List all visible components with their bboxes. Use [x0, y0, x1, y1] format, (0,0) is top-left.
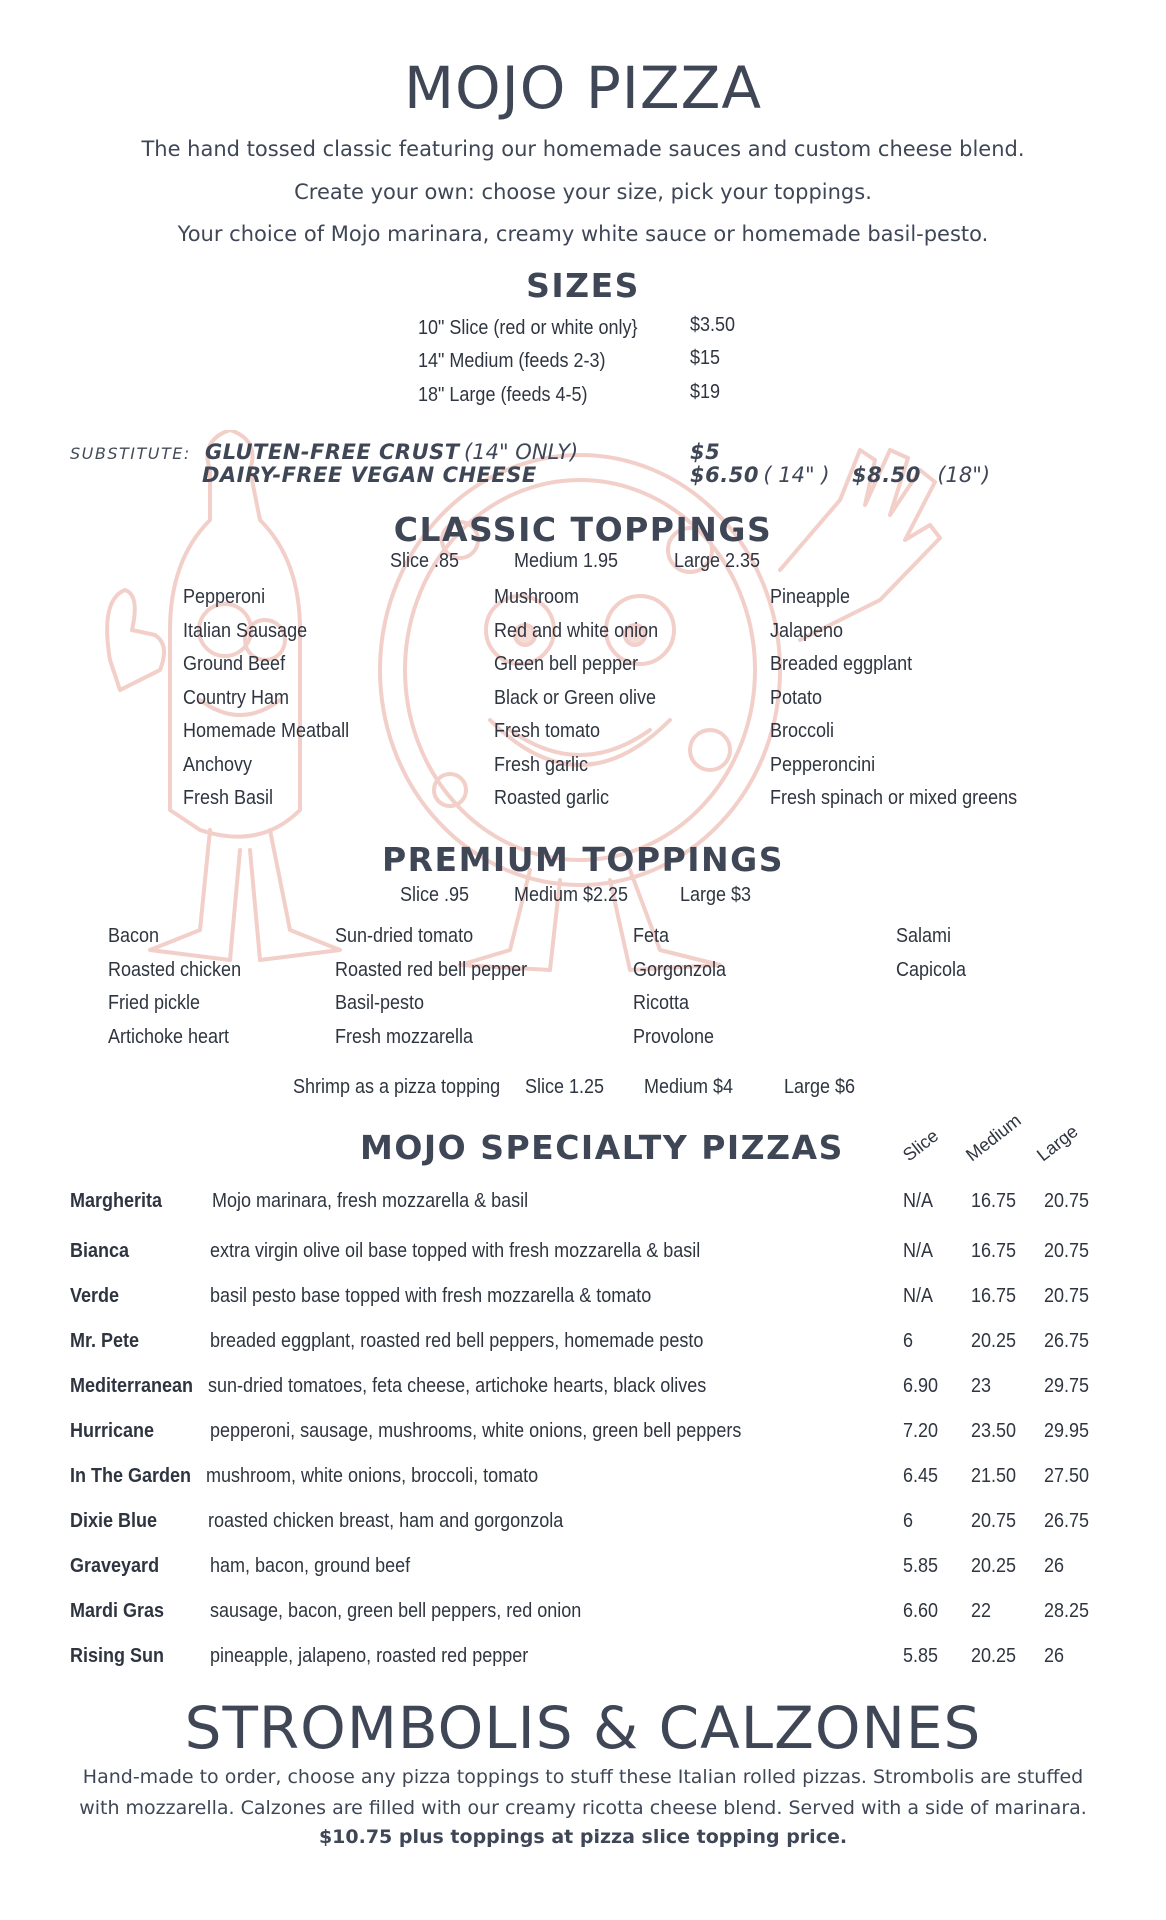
price-medium: 20.25 — [971, 1645, 1017, 1667]
dairy-free-note-18: (18") — [937, 463, 991, 487]
pizza-name: In The Garden — [70, 1465, 192, 1487]
topping-item: Roasted red bell pepper — [335, 958, 528, 981]
topping-item: Mushroom — [494, 586, 580, 608]
price-large: 29.95 — [1044, 1420, 1090, 1442]
table-row — [0, 1600, 1166, 1630]
premium-toppings-col-3 — [633, 925, 736, 1059]
price-slice: N/A — [903, 1190, 934, 1212]
topping-item: Basil-pesto — [335, 992, 425, 1014]
price-large: 28.25 — [1044, 1600, 1090, 1622]
price-slice: N/A — [903, 1240, 934, 1262]
pizza-description: Mojo marinara, fresh mozzarella & basil — [212, 1190, 529, 1212]
pizza-name: Rising Sun — [70, 1645, 165, 1667]
table-row — [0, 1645, 1166, 1675]
specialty-pizzas-heading: MOJO SPECIALTY PIZZAS — [360, 1128, 844, 1167]
topping-item: Ground Beef — [183, 653, 286, 675]
strombolis-heading: STROMBOLIS & CALZONES — [184, 1694, 982, 1762]
topping-item: Pineapple — [770, 586, 851, 608]
size-label: 10" Slice (red or white only} — [418, 317, 638, 339]
price-medium: 22 — [971, 1600, 992, 1622]
table-row — [0, 1330, 1166, 1360]
price-slice: 5.85 — [903, 1645, 939, 1667]
topping-item: Homemade Meatball — [183, 720, 350, 742]
premium-toppings-col-1 — [108, 925, 256, 1059]
size-label: 14" Medium (feeds 2-3) — [418, 350, 606, 372]
pizza-name: Bianca — [70, 1240, 130, 1262]
price-slice: 6.45 — [903, 1465, 939, 1487]
price-large: 20.75 — [1044, 1240, 1090, 1262]
price-medium: 20.75 — [971, 1510, 1017, 1532]
topping-item: Provolone — [633, 1025, 715, 1048]
dairy-free-price-18: $8.50 — [851, 463, 921, 487]
topping-item: Gorgonzola — [633, 958, 727, 981]
pizza-description: extra virgin olive oil base topped with fresh mozzarella & basil — [210, 1240, 701, 1262]
topping-item: Pepperoni — [183, 586, 266, 608]
shrimp-topping-label: Shrimp as a pizza topping — [293, 1076, 501, 1098]
tagline-3: Your choice of Mojo marinara, creamy white sauce or homemade basil-pesto. — [177, 222, 989, 246]
substitute-label: SUBSTITUTE: — [70, 444, 191, 463]
topping-item: Breaded eggplant — [770, 653, 913, 675]
price-medium: 23 — [971, 1375, 992, 1397]
topping-item: Italian Sausage — [183, 619, 308, 642]
sizes-heading: SIZES — [526, 266, 640, 305]
price-large: 26 — [1044, 1645, 1065, 1667]
table-row — [0, 1240, 1166, 1270]
premium-price-medium: Medium $2.25 — [514, 884, 629, 906]
topping-item: Potato — [770, 686, 823, 709]
price-medium: 16.75 — [971, 1190, 1017, 1212]
pizza-description: basil pesto base topped with fresh mozzarella & tomato — [210, 1285, 652, 1307]
pizza-description: breaded eggplant, roasted red bell peppers, homemade pesto — [210, 1330, 704, 1352]
gluten-free-price: $5 — [690, 440, 721, 464]
price-medium: 16.75 — [971, 1285, 1017, 1307]
price-medium: 23.50 — [971, 1420, 1017, 1442]
topping-item: Fresh spinach or mixed greens — [770, 787, 1018, 809]
pizza-description: sun-dried tomatoes, feta cheese, artichoke hearts, black olives — [208, 1375, 707, 1397]
gluten-free-note: (14" ONLY) — [464, 440, 579, 464]
size-price: $19 — [690, 381, 721, 403]
dairy-free-prices — [690, 463, 990, 487]
topping-item: Ricotta — [633, 992, 690, 1014]
premium-price-slice: Slice .95 — [400, 884, 470, 906]
table-row — [0, 1285, 1166, 1315]
classic-toppings-heading: CLASSIC TOPPINGS — [393, 510, 773, 549]
pizza-name: Verde — [70, 1285, 120, 1307]
topping-item: Salami — [896, 925, 952, 947]
tagline-1: The hand tossed classic featuring our homemade sauces and custom cheese blend. — [141, 137, 1025, 161]
table-row — [0, 1190, 1166, 1220]
price-slice: 5.85 — [903, 1555, 939, 1577]
price-large: 29.75 — [1044, 1375, 1090, 1397]
column-header-medium: Medium — [962, 1110, 1025, 1166]
price-slice: 6.90 — [903, 1375, 939, 1397]
topping-item: Fresh Basil — [183, 787, 274, 809]
price-slice: 6.60 — [903, 1600, 939, 1622]
price-slice: 6 — [903, 1510, 914, 1532]
topping-item: Bacon — [108, 925, 160, 947]
topping-item: Jalapeno — [770, 619, 844, 642]
gluten-free-option — [205, 440, 578, 464]
table-row — [0, 1555, 1166, 1585]
price-slice: 6 — [903, 1330, 914, 1352]
topping-item: Black or Green olive — [494, 686, 657, 709]
gluten-free-name: GLUTEN-FREE CRUST — [205, 440, 460, 464]
dairy-free-name: DAIRY-FREE VEGAN CHEESE — [202, 463, 537, 487]
topping-item: Country Ham — [183, 686, 290, 709]
classic-toppings-col-1 — [183, 586, 368, 821]
shrimp-price-large: Large $6 — [784, 1076, 856, 1098]
topping-item: Fresh garlic — [494, 753, 589, 776]
price-large: 26.75 — [1044, 1330, 1090, 1352]
classic-toppings-col-2 — [494, 586, 676, 821]
table-row — [0, 1375, 1166, 1405]
price-slice: N/A — [903, 1285, 934, 1307]
pizza-name: Mardi Gras — [70, 1600, 165, 1622]
price-medium: 16.75 — [971, 1240, 1017, 1262]
pizza-name: Graveyard — [70, 1555, 160, 1577]
strombolis-description-1: Hand-made to order, choose any pizza toppings to stuff these Italian rolled pizzas. Strombolis are stuffed — [82, 1766, 1084, 1788]
topping-item: Feta — [633, 925, 670, 947]
topping-item: Pepperoncini — [770, 753, 876, 776]
price-medium: 20.25 — [971, 1330, 1017, 1352]
premium-price-large: Large $3 — [680, 884, 752, 906]
size-price: $3.50 — [690, 314, 736, 336]
price-medium: 21.50 — [971, 1465, 1017, 1487]
column-header-large: Large — [1033, 1121, 1082, 1166]
tagline-2: Create your own: choose your size, pick your toppings. — [294, 180, 872, 204]
classic-toppings-col-3 — [770, 586, 1045, 821]
premium-toppings-col-4 — [896, 925, 974, 992]
premium-toppings-col-2 — [335, 925, 548, 1059]
pizza-name: Mediterranean — [70, 1375, 194, 1397]
topping-item: Artichoke heart — [108, 1025, 230, 1048]
topping-item: Green bell pepper — [494, 653, 639, 675]
dairy-free-note-14: ( 14" ) — [763, 463, 830, 487]
pizza-name: Hurricane — [70, 1420, 155, 1442]
page-title: MOJO PIZZA — [403, 54, 763, 122]
classic-price-medium: Medium 1.95 — [514, 550, 619, 572]
pizza-description: mushroom, white onions, broccoli, tomato — [206, 1465, 539, 1487]
pizza-name: Dixie Blue — [70, 1510, 158, 1532]
shrimp-price-slice: Slice 1.25 — [525, 1076, 605, 1098]
classic-price-slice: Slice .85 — [390, 550, 460, 572]
topping-item: Fresh mozzarella — [335, 1025, 474, 1048]
size-label: 18" Large (feeds 4-5) — [418, 384, 588, 406]
topping-item: Red and white onion — [494, 619, 659, 642]
topping-item: Capicola — [896, 958, 967, 981]
pizza-description: ham, bacon, ground beef — [210, 1555, 411, 1577]
pizza-description: pepperoni, sausage, mushrooms, white onions, green bell peppers — [210, 1420, 742, 1442]
price-large: 26.75 — [1044, 1510, 1090, 1532]
price-slice: 7.20 — [903, 1420, 939, 1442]
table-row — [0, 1465, 1166, 1495]
pizza-description: sausage, bacon, green bell peppers, red onion — [210, 1600, 582, 1622]
strombolis-price: $10.75 plus toppings at pizza slice topping price. — [318, 1826, 848, 1848]
dairy-free-price-14: $6.50 — [690, 463, 759, 487]
pizza-description: pineapple, jalapeno, roasted red pepper — [210, 1645, 529, 1667]
strombolis-description-2: with mozzarella. Calzones are filled with our creamy ricotta cheese blend. Served with a side of marinara. — [79, 1797, 1087, 1819]
table-row — [0, 1510, 1166, 1540]
shrimp-price-medium: Medium $4 — [644, 1076, 734, 1098]
topping-item: Roasted garlic — [494, 787, 610, 809]
table-row — [0, 1420, 1166, 1450]
size-price: $15 — [690, 347, 721, 369]
topping-item: Broccoli — [770, 720, 835, 742]
pizza-name: Mr. Pete — [70, 1330, 140, 1352]
pizza-name: Margherita — [70, 1190, 163, 1212]
topping-item: Fried pickle — [108, 992, 201, 1014]
topping-item: Fresh tomato — [494, 720, 601, 742]
column-header-slice: Slice — [899, 1125, 943, 1166]
price-large: 26 — [1044, 1555, 1065, 1577]
price-large: 20.75 — [1044, 1285, 1090, 1307]
pizza-description: roasted chicken breast, ham and gorgonzola — [208, 1510, 564, 1532]
topping-item: Sun-dried tomato — [335, 925, 474, 947]
topping-item: Roasted chicken — [108, 958, 242, 981]
price-medium: 20.25 — [971, 1555, 1017, 1577]
classic-price-large: Large 2.35 — [674, 550, 761, 572]
price-large: 20.75 — [1044, 1190, 1090, 1212]
price-large: 27.50 — [1044, 1465, 1090, 1487]
premium-toppings-heading: PREMIUM TOPPINGS — [381, 840, 785, 879]
topping-item: Anchovy — [183, 753, 253, 776]
